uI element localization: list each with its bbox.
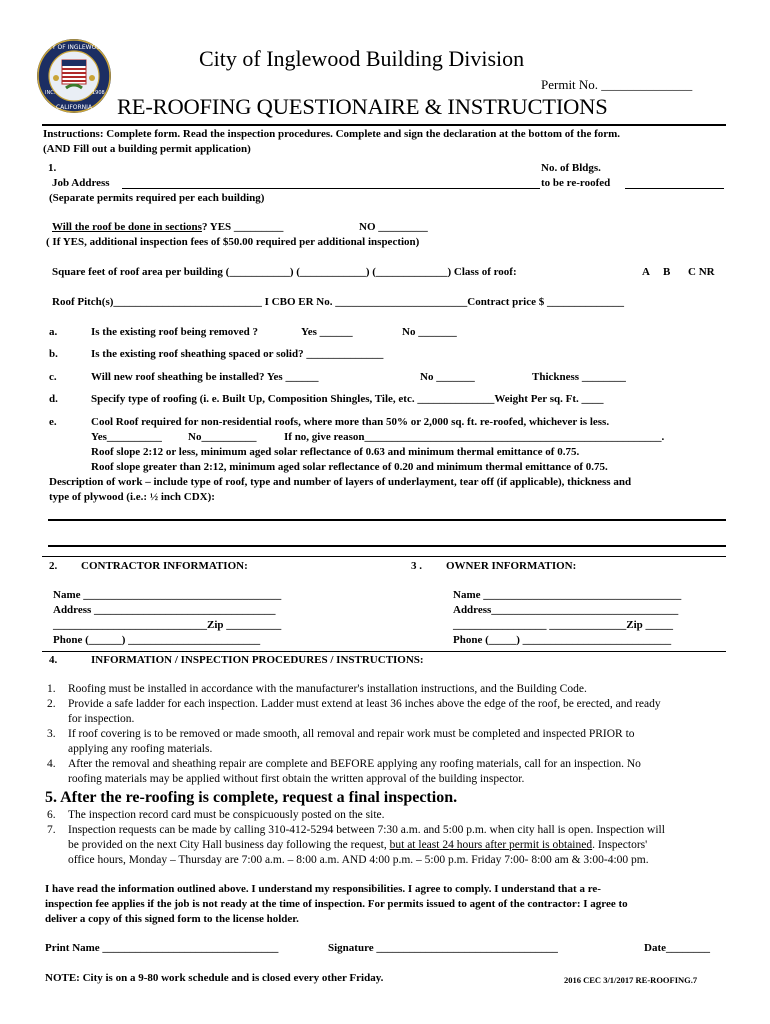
description-line-1[interactable] xyxy=(48,519,726,521)
description-label-line1: Description of work – include type of roof, type and number of layers of underlayment, tear off (if applicable), thickness and xyxy=(49,476,632,488)
question-a-text: Is the existing roof being removed ? xyxy=(91,326,259,338)
city-seal-logo xyxy=(36,38,112,114)
owner-zip-field[interactable]: _________________ ______________Zip _____ xyxy=(453,619,674,631)
list-item-4-cont: roofing materials may be applied without first obtain the written approval of the building inspector. xyxy=(68,773,525,785)
svg-text:1908: 1908 xyxy=(92,90,105,96)
cool-roof-reason-field[interactable]: If no, give reason______________________________________________________. xyxy=(284,431,665,443)
page-title: City of Inglewood Building Division xyxy=(199,46,525,71)
question-e-letter: e. xyxy=(49,416,57,428)
list-item-6: 6. The inspection record card must be conspicuously posted on the site. xyxy=(47,809,385,821)
no-bldgs-field[interactable] xyxy=(625,188,724,189)
list-item-3: 3. If roof covering is to be removed or made smooth, all removal and repair work must be completed and inspected PRIOR to xyxy=(47,728,635,740)
sections-question xyxy=(52,221,283,233)
class-a-option[interactable]: A xyxy=(642,266,650,278)
instructions-line1: Instructions: Complete form. Read the inspection procedures. Complete and sign the declaration at the bottom of the form. xyxy=(43,128,621,140)
question-a-no-field[interactable]: No _______ xyxy=(402,326,457,338)
sections-no-field[interactable]: NO _________ xyxy=(359,221,428,233)
no-bldgs-label: No. of Bldgs. xyxy=(541,162,601,174)
question-b-letter: b. xyxy=(49,348,58,360)
owner-address-field[interactable]: Address__________________________________ xyxy=(453,604,679,616)
question-c-letter: c. xyxy=(49,371,57,383)
svg-text:INC.: INC. xyxy=(45,90,56,96)
contractor-info-heading: CONTRACTOR INFORMATION: xyxy=(81,560,248,572)
list-item-7-hours: office hours, Monday – Thursday are 7:00 a.m. – 8:00 a.m. AND 4:00 p.m. – 5:00 p.m. Friday 7:00- 8:00 am & 3:00-4:00 pm. xyxy=(68,854,649,866)
contractor-phone-field[interactable]: Phone (______) ________________________ xyxy=(53,634,261,646)
list-item-4: 4. After the removal and sheathing repair are complete and BEFORE applying any roofing materials, call for an inspection. No xyxy=(47,758,641,770)
form-title: RE-ROOFING QUESTIONAIRE & INSTRUCTIONS xyxy=(117,94,608,119)
list-item-7: 7. Inspection requests can be made by calling 310-412-5294 between 7:30 a.m. and 5:00 p.m. when city hall is open. Inspection will xyxy=(47,824,665,836)
section-1-number: 1. xyxy=(48,162,57,174)
question-a-letter: a. xyxy=(49,326,58,338)
description-line-2[interactable] xyxy=(48,545,726,547)
list-item-2-cont: for inspection. xyxy=(68,713,135,725)
section-4-divider xyxy=(42,651,726,652)
separate-permits-note: (Separate permits required per each building) xyxy=(49,192,265,204)
declaration-line3: deliver a copy of this signed form to the license holder. xyxy=(45,913,299,925)
to-be-reroofed-label: to be re-roofed xyxy=(541,177,611,189)
cool-roof-yes-field[interactable]: Yes__________ xyxy=(91,431,162,443)
question-d-text[interactable]: Specify type of roofing (i. e. Built Up, Composition Shingles, Tile, etc. ______________Weight Per sq. Ft. ____ xyxy=(91,393,604,405)
date-field[interactable]: Date________ xyxy=(644,942,710,954)
question-a-yes-field[interactable]: Yes ______ xyxy=(301,326,353,338)
sections-yes-field[interactable]: ? YES _________ xyxy=(201,221,284,233)
declaration-line2: inspection fee applies if the job is not ready at the time of inspection. For permits issued to agent of the contractor: I agree to xyxy=(45,898,628,910)
instructions-line2: (AND Fill out a building permit application) xyxy=(43,143,251,155)
declaration-line1: I have read the information outlined above. I understand my responsibilities. I agree to comply. I understand that a re- xyxy=(45,883,601,895)
section-4-heading: INFORMATION / INSPECTION PROCEDURES / INSTRUCTIONS: xyxy=(91,654,424,666)
section-4-number: 4. xyxy=(49,654,58,666)
question-e-text: Cool Roof required for non-residential roofs, where more than 50% or 2,000 sq. ft. re-roofed, whichever is less. xyxy=(91,416,610,428)
list-item-7-cont: be provided on the next City Hall business day following the request, but at least 24 hours after permit is obtained. Inspectors' xyxy=(68,839,648,851)
owner-name-field[interactable]: Name ____________________________________ xyxy=(453,589,682,601)
contractor-zip-field[interactable]: ____________________________Zip __________ xyxy=(53,619,282,631)
class-c-nr-option[interactable]: C NR xyxy=(688,266,715,278)
svg-text:CALIFORNIA: CALIFORNIA xyxy=(55,104,93,111)
question-c-no-field[interactable]: No _______ xyxy=(420,371,475,383)
description-label-line2: type of plywood (i.e.: ½ inch CDX): xyxy=(49,491,215,503)
square-feet-row[interactable]: Square feet of roof area per building (___________) (____________) (_____________) Class of roof: xyxy=(52,266,517,278)
signature-field[interactable]: Signature _________________________________ xyxy=(328,942,558,954)
list-item-1: 1. Roofing must be installed in accordance with the manufacturer's installation instructions, and the Building Code. xyxy=(47,683,587,695)
question-b-text[interactable]: Is the existing roof sheathing spaced or solid? ______________ xyxy=(91,348,384,360)
owner-info-heading: OWNER INFORMATION: xyxy=(446,560,577,572)
list-item-3-cont: applying any roofing materials. xyxy=(68,743,213,755)
list-item-2: 2. Provide a safe ladder for each inspection. Ladder must extend at least 36 inches above the edge of the roof, be erected, and ready xyxy=(47,698,661,710)
thickness-field[interactable]: Thickness ________ xyxy=(532,371,626,383)
final-inspection-heading: 5. After the re-roofing is complete, request a final inspection. xyxy=(45,789,458,806)
cool-roof-no-field[interactable]: No__________ xyxy=(188,431,257,443)
job-address-label: Job Address xyxy=(52,177,110,189)
section-2-divider xyxy=(42,556,726,557)
section-3-number: 3 . xyxy=(411,560,422,572)
job-address-field[interactable] xyxy=(122,188,540,189)
sections-question-text: Will the roof be done in sections xyxy=(52,221,202,233)
svg-text:CITY OF INGLEWOOD: CITY OF INGLEWOOD xyxy=(42,44,106,51)
contractor-name-field[interactable]: Name ____________________________________ xyxy=(53,589,282,601)
form-code: 2016 CEC 3/1/2017 RE-ROOFING.7 xyxy=(564,975,698,985)
footer-note: NOTE: City is on a 9-80 work schedule and is closed every other Friday. xyxy=(45,972,384,984)
print-name-field[interactable]: Print Name ________________________________ xyxy=(45,942,279,954)
question-c-text[interactable]: Will new roof sheathing be installed? Yes ______ xyxy=(91,371,319,383)
section-2-number: 2. xyxy=(49,560,58,572)
title-divider xyxy=(42,124,726,126)
owner-phone-field[interactable]: Phone (_____) ___________________________ xyxy=(453,634,672,646)
class-b-option[interactable]: B xyxy=(663,266,671,278)
roof-pitch-row[interactable]: Roof Pitch(s)___________________________ I CBO ER No. ________________________Contract price $ ______________ xyxy=(52,296,624,308)
roof-slope-high-note: Roof slope greater than 2:12, minimum aged solar reflectance of 0.20 and minimum thermal emittance of 0.75. xyxy=(91,461,608,473)
permit-number-field[interactable]: Permit No. ______________ xyxy=(541,77,693,92)
question-d-letter: d. xyxy=(49,393,58,405)
roof-slope-low-note: Roof slope 2:12 or less, minimum aged solar reflectance of 0.63 and minimum thermal emittance of 0.75. xyxy=(91,446,580,458)
underlined-24-hours: but at least 24 hours after permit is obtained xyxy=(389,839,593,851)
sections-fee-note: ( If YES, additional inspection fees of $50.00 required per additional inspection) xyxy=(46,236,420,248)
contractor-address-field[interactable]: Address _________________________________ xyxy=(53,604,276,616)
